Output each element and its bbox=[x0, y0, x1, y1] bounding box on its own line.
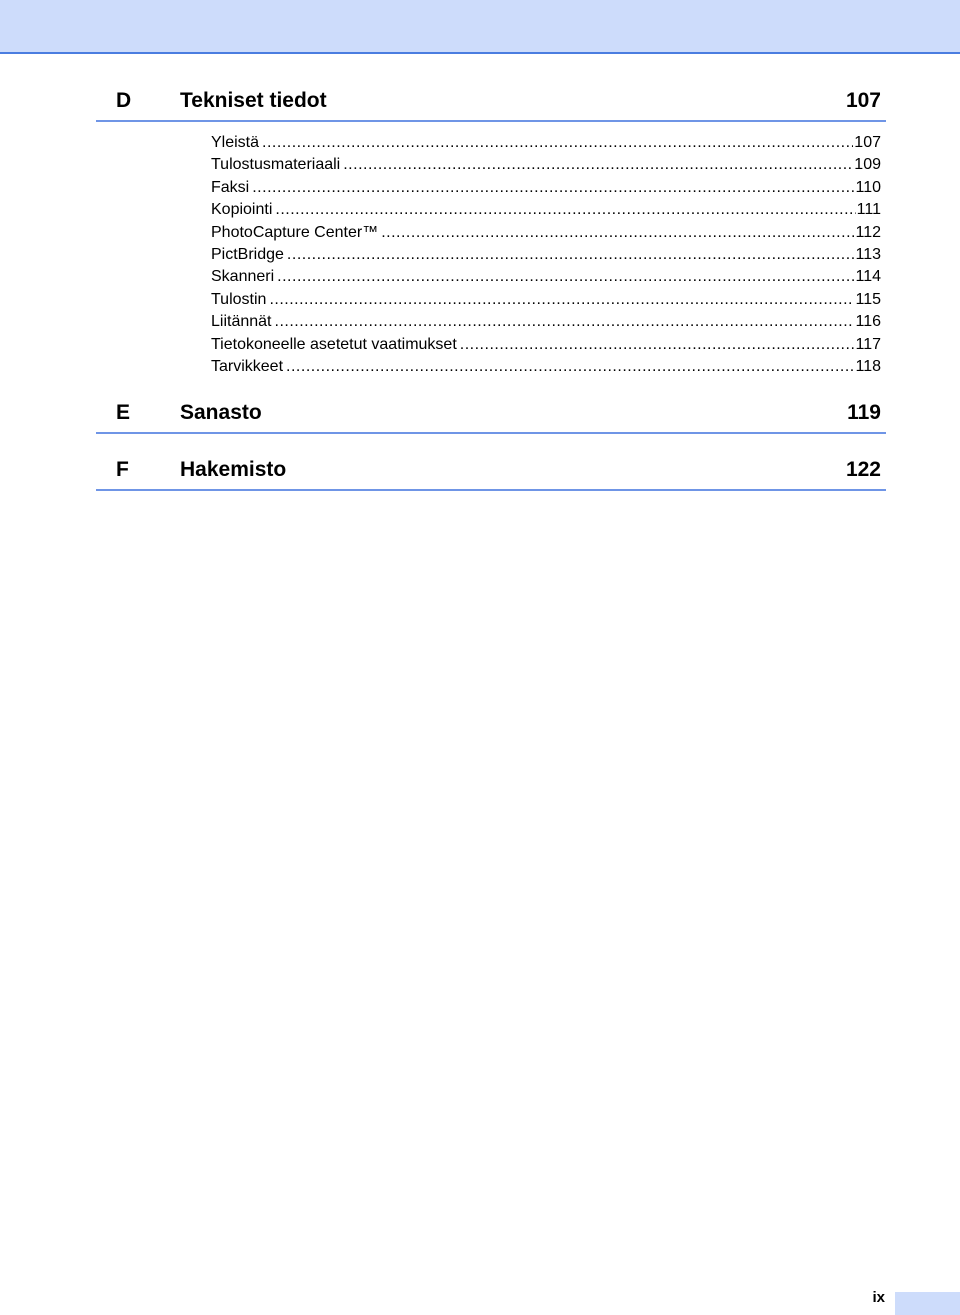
page-number-label: ix bbox=[872, 1289, 885, 1306]
footer-band bbox=[895, 1292, 960, 1315]
toc-entry-page: 115 bbox=[855, 290, 881, 308]
toc-entry-page: 116 bbox=[855, 313, 881, 331]
dot-leader bbox=[277, 266, 854, 288]
toc-entry[interactable] bbox=[211, 222, 881, 244]
chapter-page-number: 107 bbox=[845, 89, 881, 112]
toc-entry-label: Faksi bbox=[211, 178, 250, 196]
toc-chapter-d[interactable] bbox=[96, 86, 886, 122]
toc-entry-label: Skanneri bbox=[211, 268, 275, 286]
toc-entry-page: 112 bbox=[855, 223, 881, 241]
chapter-title: Tekniset tiedot bbox=[180, 89, 327, 112]
dot-leader bbox=[343, 154, 853, 176]
toc-entry-page: 118 bbox=[855, 357, 881, 375]
chapter-letter: D bbox=[116, 89, 132, 112]
dot-leader bbox=[252, 177, 854, 199]
toc-entry[interactable] bbox=[211, 199, 881, 221]
toc-entry-page: 109 bbox=[854, 156, 881, 174]
dot-leader bbox=[287, 244, 855, 266]
toc-entry-page: 113 bbox=[855, 245, 881, 263]
chapter-page-number: 119 bbox=[847, 401, 881, 424]
toc-entry-label: Kopiointi bbox=[211, 201, 273, 219]
toc-entry[interactable] bbox=[211, 154, 881, 176]
toc-entry-label: Tietokoneelle asetetut vaatimukset bbox=[211, 335, 457, 353]
dot-leader bbox=[262, 132, 853, 154]
toc-entry-label: Yleistä bbox=[211, 134, 260, 151]
dot-leader bbox=[381, 222, 854, 244]
toc-chapter-f[interactable] bbox=[96, 455, 886, 491]
chapter-page-number: 122 bbox=[845, 458, 881, 481]
toc-entry[interactable] bbox=[211, 177, 881, 199]
chapter-title: Hakemisto bbox=[180, 458, 287, 481]
toc-entry-label: Liitännät bbox=[211, 313, 272, 331]
toc-entry-label: Tarvikkeet bbox=[211, 357, 284, 375]
toc-entry-label: PhotoCapture Center™ bbox=[211, 223, 379, 241]
toc-entry[interactable] bbox=[211, 334, 881, 356]
toc-chapter-e[interactable] bbox=[96, 398, 886, 434]
toc-entry[interactable] bbox=[211, 356, 881, 378]
toc-entry[interactable] bbox=[211, 289, 881, 311]
dot-leader bbox=[275, 199, 855, 221]
toc-entry-page: 111 bbox=[856, 201, 881, 219]
header-band bbox=[0, 0, 960, 54]
dot-leader bbox=[286, 356, 854, 378]
chapter-letter: E bbox=[116, 401, 131, 424]
toc-entry-page: 107 bbox=[854, 134, 881, 151]
chapter-letter: F bbox=[116, 458, 129, 481]
dot-leader bbox=[460, 334, 855, 356]
toc-entry[interactable] bbox=[211, 311, 881, 333]
toc-entry-label: PictBridge bbox=[211, 245, 284, 263]
toc-entry-page: 114 bbox=[855, 268, 881, 286]
toc-entry[interactable] bbox=[211, 244, 881, 266]
toc-entry-page: 117 bbox=[855, 335, 881, 353]
toc-entry[interactable] bbox=[211, 266, 881, 288]
dot-leader bbox=[275, 311, 855, 333]
toc-entry-page: 110 bbox=[855, 178, 881, 196]
toc-section-list bbox=[211, 132, 881, 378]
toc-entry-label: Tulostusmateriaali bbox=[211, 156, 341, 174]
dot-leader bbox=[269, 289, 854, 311]
toc-entry-label: Tulostin bbox=[211, 290, 267, 308]
chapter-title: Sanasto bbox=[180, 401, 262, 424]
toc-entry[interactable] bbox=[211, 132, 881, 154]
